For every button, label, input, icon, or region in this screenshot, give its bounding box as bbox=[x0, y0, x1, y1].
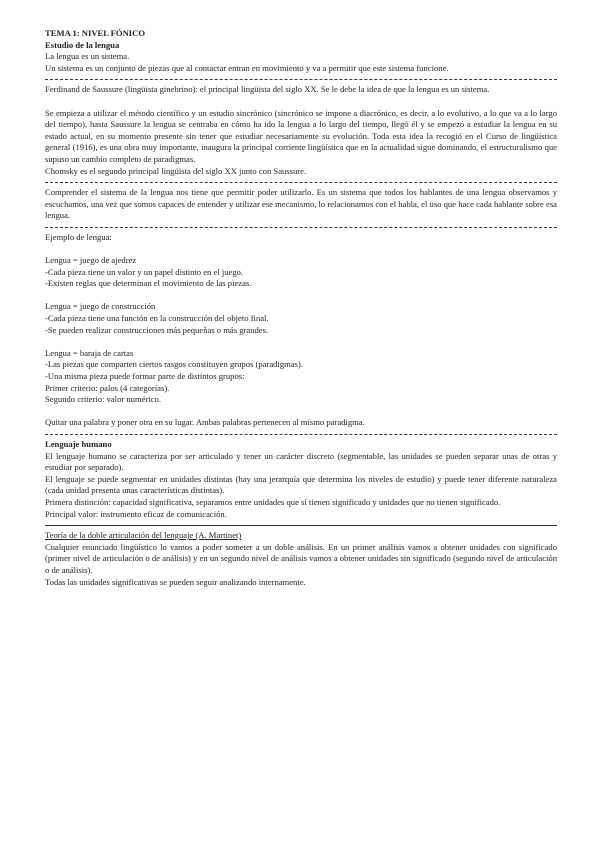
construccion-title: Lengua = juego de construcción bbox=[45, 301, 156, 312]
humano-paragraph-4: Principal valor: instrumento eficaz de comunicación. bbox=[45, 508, 227, 519]
teoria-paragraph-2: Todas las unidades significativas se pueden seguir analizando internamente. bbox=[45, 576, 306, 587]
comprender-paragraph: Comprender el sistema de la lengua nos tiene que permitir poder utilizarlo. Es un sistema que todos los hablantes de una lengua observamos y escuchamos, una vez que somos capaces de entender y utilizar ese mecanismo, lo relacionamos con el habla, el uso que hace cada hablante sobre esa lengua. bbox=[45, 187, 557, 221]
baraja-line-4: Segundo criterio: valor numérico. bbox=[45, 394, 161, 405]
humano-paragraph-1: El lenguaje humano se caracteriza por ser articulado y tener un carácter discreto (segmentable, las unidades se pueden separar unas de otras y estudiar por separado). bbox=[45, 450, 557, 473]
humano-paragraph-3: Primera distinción: capacidad significativa, separamos entre unidades que sí tienen significado y unidades que no tienen significado. bbox=[45, 496, 501, 507]
divider bbox=[45, 525, 557, 526]
ejemplo-heading: Ejemplo de lengua: bbox=[45, 231, 112, 242]
baraja-title: Lengua = baraja de cartas bbox=[45, 347, 134, 358]
baraja-line-3: Primer criterio: palos (4 categorías). bbox=[45, 382, 170, 393]
section-heading-teoria: Teoría de la doble articulación del lenguaje (A. Martinet) bbox=[45, 530, 242, 541]
teoria-paragraph-1: Cualquier enunciado lingüístico lo vamos a poder someter a un doble análisis. En un primer análisis vamos a obtener unidades con significado (primer nivel de articulación o de análisis) y en un segundo nivel de análisis vamos a obtener unidades sin significado (segundo nivel de articulación o de análisis). bbox=[45, 541, 557, 575]
saussure-paragraph-2: Se empieza a utilizar el método científico y un estudio sincrónico (sincrónico se impone a diacrónico, es decir, a lo evolutivo, a lo que va a lo largo del tiempo), hasta Saussure la lengua se centraba en cómo ha ido la lengua a lo largo del tiempo, llegó él y se empezó a estudiar la lengua en su estado actual, en su momento presente sin tener que estudiar necesariamente su evolución. Toda esta idea la recogió en el Curso de lingüística general (1916), es una obra muy importante, inaugura la principal corriente lingüística que en la actualidad sigue dominando, el estructuralismo que supuso un cambio completo de paradigmas. bbox=[45, 107, 557, 164]
baraja-line-1: -Las piezas que comparten ciertos rasgos constituyen grupos (paradigmas). bbox=[45, 359, 303, 370]
section-heading-estudio: Estudio de la lengua bbox=[45, 39, 120, 50]
estudio-line-2: Un sistema es un conjunto de piezas que al contactar entran en movimiento y va a permitir que este sistema funcione. bbox=[45, 62, 449, 73]
ajedrez-line-1: -Cada pieza tiene un valor y un papel distinto en el juego. bbox=[45, 266, 244, 277]
ajedrez-line-2: -Existen reglas que determinan el movimiento de las piezas. bbox=[45, 278, 252, 289]
ajedrez-title: Lengua = juego de ajedrez bbox=[45, 255, 137, 266]
divider bbox=[45, 182, 557, 183]
divider bbox=[45, 79, 557, 80]
section-heading-lenguaje-humano: Lenguaje humano bbox=[45, 439, 112, 449]
humano-paragraph-2: El lenguaje se puede segmentar en unidades distintas (hay una jerarquía que determina los niveles de estudio) y puede tener diferente naturaleza (cada unidad presenta unas características distintas). bbox=[45, 473, 557, 496]
baraja-line-2: -Una misma pieza puede formar parte de distintos grupos: bbox=[45, 371, 245, 382]
divider bbox=[45, 227, 557, 228]
construccion-line-1: -Cada pieza tiene una función en la construcción del objeto final. bbox=[45, 313, 269, 324]
construccion-line-2: -Se pueden realizar construcciones más pequeñas o más grandes. bbox=[45, 324, 269, 335]
divider bbox=[45, 434, 557, 435]
saussure-paragraph-1: Ferdinand de Saussure (lingüista ginebrino): el principal lingüista del siglo XX. Se le debe la idea de que la lengua es un sistema. bbox=[45, 84, 490, 95]
estudio-line-1: La lengua es un sistema. bbox=[45, 51, 130, 62]
document-title: TEMA 1: NIVEL FÓNICO bbox=[45, 28, 146, 38]
document-page bbox=[45, 28, 557, 588]
quitar-line: Quitar una palabra y poner otra en su lugar. Ambas palabras pertenecen al mismo paradigma. bbox=[45, 417, 365, 428]
saussure-paragraph-3: Chomsky es el segundo principal lingüista del siglo XX junto con Saussure. bbox=[45, 165, 307, 176]
